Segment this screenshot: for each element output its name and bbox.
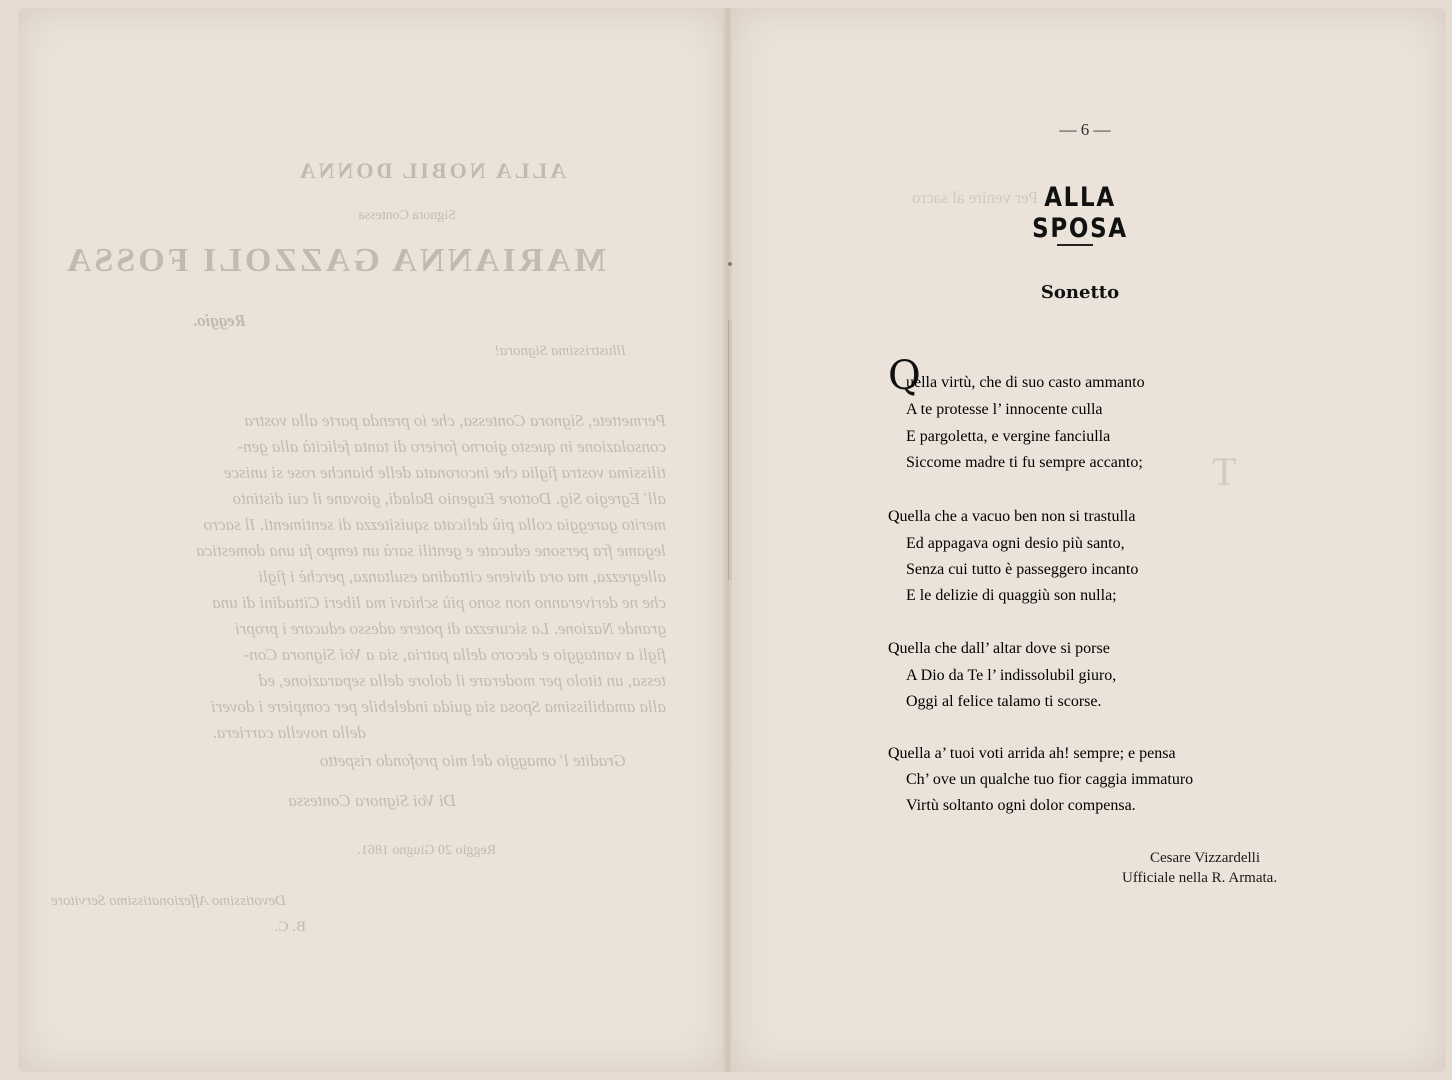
- poem-line: uella virtù, che di suo casto ammanto: [906, 374, 1145, 391]
- poem-title: ALLA SPOSA: [1032, 182, 1128, 244]
- poem-line: A te protesse l’ innocente culla: [906, 401, 1103, 418]
- poem-line: Ed appagava ogni desio più santo,: [906, 535, 1125, 552]
- left-page: [18, 8, 726, 1072]
- page-number: — 6 —: [1059, 120, 1111, 139]
- bleed-through-right: Per venire al sacro: [912, 188, 1039, 207]
- poem-line: Virtù soltanto ogni dolor compensa.: [906, 797, 1136, 814]
- bleed-through-text: ALLA NOBIL DONNA Signora Contessa MARIANNA GAZZOLI FOSSA Reggio. Illustrissima Signora! Permettete, Signora Contessa, che io prenda parte alla vostra consolazione in questo giorno foriero di tanta felicità alla gen- tilissima vostra figlia che incoronata delle bianche rose si unisce all' Egregio Sig. Dottore Eugenio Baladi, giovane il cui distinto merito gareggia colla più delicata squisitezza di sentimenti. Il sacro legame fra persone educate e gentili sarà un tempo fu una domestica allegrezza, ma ora diviene cittadina esultanza, perchè i figli che ne deriveranno non sono più schiavi ma liberi Cittadini di una grande Nazione. La sicurezza di potere adesso educare i propri figli a vantaggio e decoro della patria, sia a Voi Signora Con- tessa, un titolo per moderare il dolore della separazione, ed alla amabilissima Sposa sia guida indelebile per compiere i doveri della novella carriera. Gradite l' omaggio del mio profondo rispetto Di Voi Signora Contessa Reggio 20 Giugno 1861. Devotissimo Affezionatissimo Servitore B. C.: [51, 158, 666, 935]
- poem-line: Oggi al felice talamo ti scorse.: [906, 693, 1102, 710]
- poem-line: E pargoletta, e vergine fanciulla: [906, 428, 1111, 445]
- poem-line: Quella che dall’ altar dove si porse: [888, 640, 1110, 657]
- drop-cap: Q: [888, 353, 921, 399]
- poem-line: Quella a’ tuoi voti arrida ah! sempre; e pensa: [888, 745, 1176, 762]
- poem-line: Senza cui tutto è passeggero incanto: [906, 561, 1139, 578]
- poem-line: E le delizie di quaggiù son nulla;: [906, 587, 1117, 604]
- poem-line: Quella che a vacuo ben non si trastulla: [888, 508, 1136, 525]
- bleed-through-right: T: [1212, 449, 1237, 494]
- signature-name: Cesare Vizzardelli: [1150, 850, 1261, 866]
- title-rule: [1057, 244, 1093, 246]
- poem-line: A Dio da Te l’ indissolubil giuro,: [906, 667, 1117, 684]
- signature-title: Ufficiale nella R. Armata.: [1122, 870, 1278, 886]
- poem-subtitle: Sonetto: [1040, 282, 1120, 303]
- poem-line: Ch’ ove un qualche tuo fior caggia immaturo: [906, 771, 1194, 788]
- poem-line: Siccome madre ti fu sempre accanto;: [906, 454, 1143, 471]
